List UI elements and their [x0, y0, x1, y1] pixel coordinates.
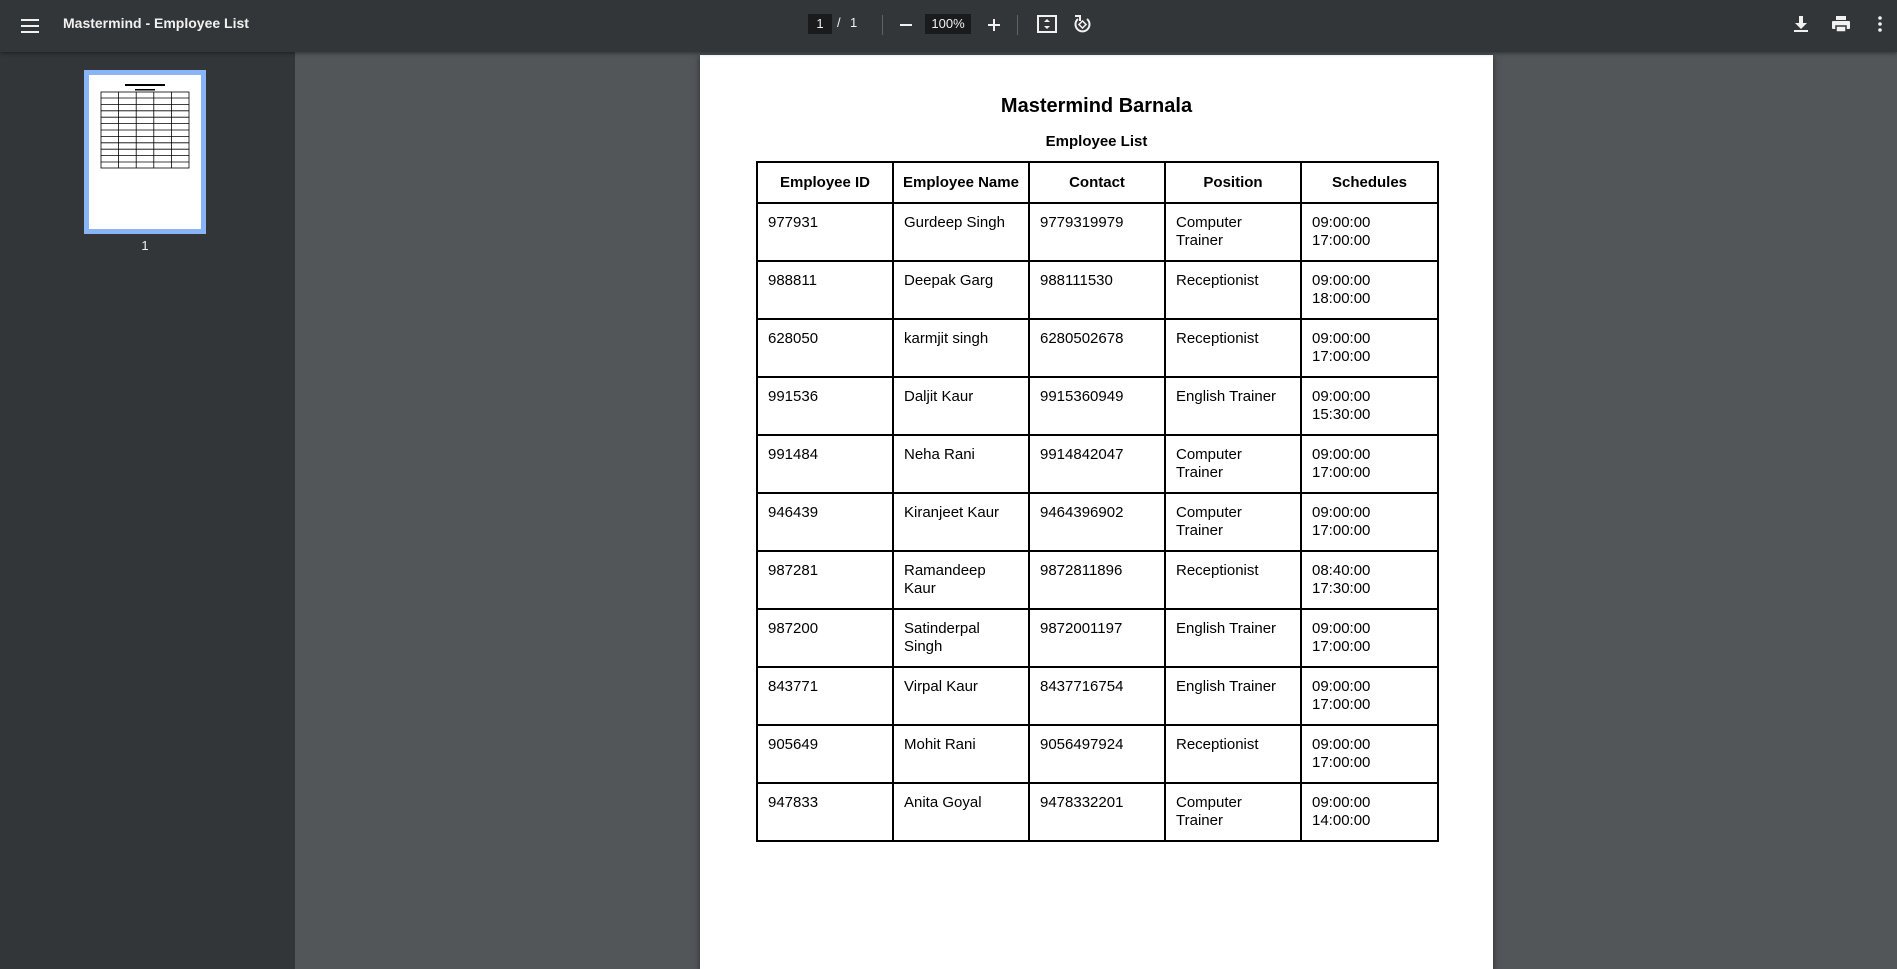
position-cell: Computer Trainer [1165, 203, 1301, 261]
employee-name-cell: Virpal Kaur [893, 667, 1029, 725]
schedule-end-time: 17:00:00 [1312, 464, 1371, 481]
schedule-start-time: 08:40:00 [1312, 562, 1371, 579]
schedule-cell [1301, 609, 1438, 667]
schedule-end-time: 14:00:00 [1312, 812, 1371, 829]
schedule-start-time: 09:00:00 [1312, 214, 1371, 231]
table-row [757, 493, 1438, 551]
schedule-cell [1301, 319, 1438, 377]
table-row [757, 203, 1438, 261]
employee-id-cell: 628050 [757, 319, 893, 377]
column-header-employee-id: Employee ID [757, 162, 893, 203]
zoom-in-button[interactable] [981, 12, 1007, 38]
plus-icon [987, 18, 1001, 32]
position-cell: English Trainer [1165, 667, 1301, 725]
menu-button[interactable] [14, 10, 46, 42]
schedule-end-time: 17:00:00 [1312, 638, 1371, 655]
schedule-cell [1301, 493, 1438, 551]
schedule-start-time: 09:00:00 [1312, 678, 1371, 695]
column-header-schedules: Schedules [1301, 162, 1438, 203]
contact-cell: 9464396902 [1029, 493, 1165, 551]
contact-cell: 988111530 [1029, 261, 1165, 319]
schedule-end-time: 17:00:00 [1312, 754, 1371, 771]
schedule-cell [1301, 725, 1438, 783]
toolbar-divider [1017, 15, 1018, 35]
contact-cell: 9872811896 [1029, 551, 1165, 609]
employee-name-cell: Ramandeep Kaur [893, 551, 1029, 609]
schedule-end-time: 17:00:00 [1312, 522, 1371, 539]
toolbar-divider [882, 15, 883, 35]
schedule-start-time: 09:00:00 [1312, 388, 1371, 405]
schedule-cell [1301, 377, 1438, 435]
schedule-start-time: 09:00:00 [1312, 446, 1371, 463]
position-cell: English Trainer [1165, 609, 1301, 667]
print-button[interactable] [1827, 10, 1855, 38]
employee-id-cell: 988811 [757, 261, 893, 319]
rotate-button[interactable] [1068, 10, 1096, 38]
schedule-cell [1301, 261, 1438, 319]
schedule-end-time: 18:00:00 [1312, 290, 1371, 307]
zoom-out-button[interactable] [893, 12, 919, 38]
position-cell: Computer Trainer [1165, 435, 1301, 493]
employee-id-cell: 946439 [757, 493, 893, 551]
more-options-button[interactable] [1868, 10, 1892, 38]
position-cell: Computer Trainer [1165, 493, 1301, 551]
contact-cell: 6280502678 [1029, 319, 1165, 377]
fit-to-page-button[interactable] [1033, 10, 1061, 38]
employee-id-cell: 987281 [757, 551, 893, 609]
table-row [757, 435, 1438, 493]
employee-id-cell: 987200 [757, 609, 893, 667]
hamburger-menu-icon [21, 19, 39, 33]
document-heading: Mastermind Barnala [1000, 95, 1193, 117]
page-thumbnail[interactable] [84, 70, 206, 234]
schedule-cell [1301, 435, 1438, 493]
document-title: Mastermind - Employee List [63, 15, 249, 31]
schedule-cell [1301, 551, 1438, 609]
employee-name-cell: Anita Goyal [893, 783, 1029, 841]
schedule-cell [1301, 203, 1438, 261]
print-icon [1831, 15, 1851, 33]
thumbnail-page-number: 1 [141, 238, 149, 253]
employee-id-cell: 991484 [757, 435, 893, 493]
fit-to-page-icon [1037, 15, 1057, 33]
schedule-cell [1301, 783, 1438, 841]
employee-name-cell: karmjit singh [893, 319, 1029, 377]
table-row [757, 551, 1438, 609]
contact-cell: 9915360949 [1029, 377, 1165, 435]
contact-cell: 9056497924 [1029, 725, 1165, 783]
schedule-start-time: 09:00:00 [1312, 504, 1371, 521]
table-row [757, 377, 1438, 435]
thumbnail-table-preview [89, 75, 201, 229]
employee-name-cell: Neha Rani [893, 435, 1029, 493]
schedule-start-time: 09:00:00 [1312, 794, 1371, 811]
contact-cell: 9872001197 [1029, 609, 1165, 667]
contact-cell: 9779319979 [1029, 203, 1165, 261]
schedule-start-time: 09:00:00 [1312, 330, 1371, 347]
thumbnail-page-preview [89, 75, 201, 229]
position-cell: Receptionist [1165, 261, 1301, 319]
pdf-page [700, 55, 1493, 969]
download-button[interactable] [1787, 10, 1815, 38]
pdf-toolbar [0, 0, 1897, 52]
employee-name-cell: Kiranjeet Kaur [893, 493, 1029, 551]
column-header-contact: Contact [1029, 162, 1165, 203]
column-header-employee-name: Employee Name [893, 162, 1029, 203]
download-icon [1793, 15, 1809, 33]
schedule-cell [1301, 667, 1438, 725]
schedule-end-time: 17:00:00 [1312, 348, 1371, 365]
employee-name-cell: Deepak Garg [893, 261, 1029, 319]
schedule-start-time: 09:00:00 [1312, 272, 1371, 289]
schedule-start-time: 09:00:00 [1312, 736, 1371, 753]
employee-id-cell: 977931 [757, 203, 893, 261]
document-subheading: Employee List [1045, 133, 1148, 150]
position-cell: Receptionist [1165, 319, 1301, 377]
minus-icon [899, 18, 913, 32]
position-cell: Receptionist [1165, 551, 1301, 609]
schedule-end-time: 15:30:00 [1312, 406, 1371, 423]
page-separator: / [837, 15, 841, 30]
employee-name-cell: Daljit Kaur [893, 377, 1029, 435]
table-row [757, 725, 1438, 783]
table-header-row [757, 162, 1438, 203]
schedule-end-time: 17:30:00 [1312, 580, 1371, 597]
employee-name-cell: Satinderpal Singh [893, 609, 1029, 667]
table-row [757, 609, 1438, 667]
position-cell: Computer Trainer [1165, 783, 1301, 841]
schedule-end-time: 17:00:00 [1312, 232, 1371, 249]
schedule-start-time: 09:00:00 [1312, 620, 1371, 637]
rotate-icon [1072, 14, 1092, 34]
employee-name-cell: Gurdeep Singh [893, 203, 1029, 261]
thumbnail-sidebar [0, 52, 295, 969]
position-cell: Receptionist [1165, 725, 1301, 783]
table-row [757, 319, 1438, 377]
total-pages: 1 [850, 15, 858, 30]
contact-cell: 9914842047 [1029, 435, 1165, 493]
employee-name-cell: Mohit Rani [893, 725, 1029, 783]
column-header-position: Position [1165, 162, 1301, 203]
contact-cell: 8437716754 [1029, 667, 1165, 725]
more-vertical-icon [1878, 16, 1882, 32]
table-row [757, 667, 1438, 725]
employee-id-cell: 843771 [757, 667, 893, 725]
employee-id-cell: 905649 [757, 725, 893, 783]
page-number-input[interactable]: 1 [808, 14, 832, 34]
table-row [757, 261, 1438, 319]
employee-id-cell: 991536 [757, 377, 893, 435]
contact-cell: 9478332201 [1029, 783, 1165, 841]
employee-table [756, 161, 1439, 842]
position-cell: English Trainer [1165, 377, 1301, 435]
schedule-end-time: 17:00:00 [1312, 696, 1371, 713]
zoom-level-input[interactable]: 100% [925, 14, 971, 34]
table-row [757, 783, 1438, 841]
employee-id-cell: 947833 [757, 783, 893, 841]
